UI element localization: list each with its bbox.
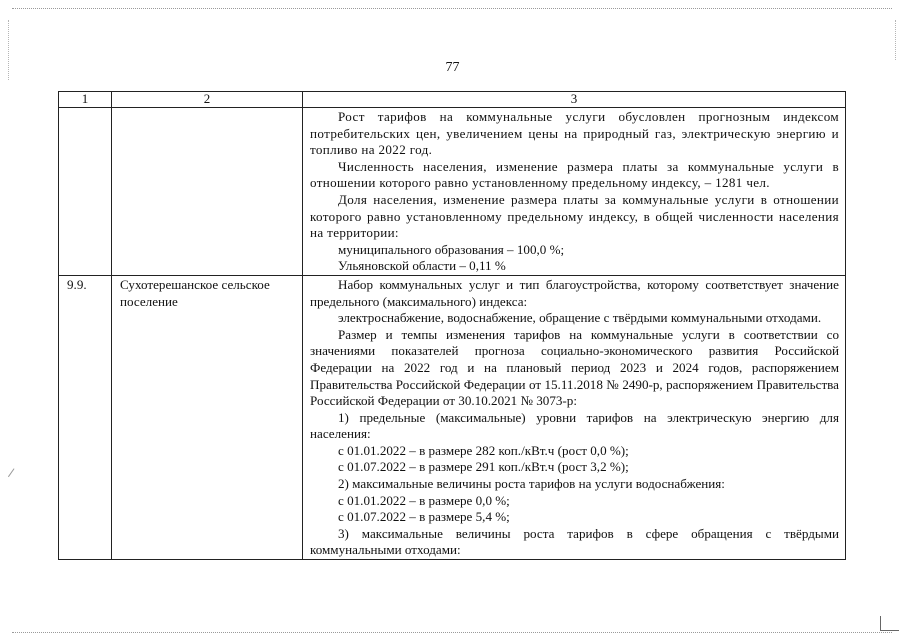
- table-header-row: [59, 92, 846, 108]
- scan-edge-bottom: [12, 632, 892, 633]
- paragraph: с 01.01.2022 – в размере 282 коп./кВт.ч (рост 0,0 %);: [338, 442, 629, 458]
- paragraph: муниципального образования – 100,0 %;: [338, 241, 565, 257]
- row-name: Сухотерешанское сельское поселение: [112, 275, 303, 559]
- paragraph: электроснабжение, водоснабжение, обращение с твёрдыми коммунальными отходами.: [338, 310, 822, 326]
- paragraph: Ульяновской области – 0,11 %: [338, 258, 506, 274]
- scan-edge-right: [895, 20, 896, 60]
- document-table: [58, 91, 846, 560]
- paragraph: 3) максимальные величины роста тарифов в сфере обращения с твёрдыми коммунальными отходами:: [310, 525, 839, 558]
- table-row-9-9: [59, 275, 846, 559]
- row-number-empty: [59, 108, 112, 276]
- row-name-empty: [112, 108, 303, 276]
- paragraph: с 01.07.2022 – в размере 291 коп./кВт.ч (рост 3,2 %);: [338, 459, 629, 475]
- paragraph: 1) предельные (максимальные) уровни тарифов на электрическую энергию для населения:: [310, 409, 839, 442]
- paragraph: Набор коммунальных услуг и тип благоустройства, которому соответствует значение предельного (максимального) индекса:: [310, 276, 839, 309]
- row-content: [303, 275, 846, 559]
- paragraph: с 01.01.2022 – в размере 0,0 %;: [338, 492, 510, 508]
- paragraph: Размер и темпы изменения тарифов на коммунальные услуги в соответствии со значениями показателей прогноза социально-экономического развития Российской Федерации на 2022 год и на плановый период 2023 и 2024 годов, распоряжением Правительства Российской Федерации от 15.11.2018 № 2490-р, распоряжением Правительства Российской Федерации от 30.10.2021 № 3073-р:: [310, 326, 839, 409]
- paragraph: Численность населения, изменение размера платы за коммунальные услуги в отношении которого равно установленному предельному индексу, – 1281 чел.: [310, 158, 839, 191]
- row-content: [303, 108, 846, 276]
- header-col-1: 1: [59, 92, 112, 108]
- header-col-3: 3: [303, 92, 846, 108]
- paragraph: 2) максимальные величины роста тарифов на услуги водоснабжения:: [338, 476, 725, 492]
- header-col-2: 2: [112, 92, 303, 108]
- page-number: 77: [445, 60, 460, 75]
- scan-edge-top: [12, 8, 892, 9]
- scan-corner-mark: [880, 616, 899, 631]
- paragraph: Доля населения, изменение размера платы за коммунальные услуги в отношении которого равно установленному предельному индексу, в общей численности населения на территории:: [310, 191, 839, 241]
- paragraph: Рост тарифов на коммунальные услуги обусловлен прогнозным индексом потребительских цен, увеличением цены на природный газ, электрическую энергию и топливо на 2022 год.: [310, 109, 839, 158]
- row-number: 9.9.: [59, 275, 112, 559]
- scan-artifact: [8, 468, 21, 481]
- table-row-continued: [59, 108, 846, 276]
- paragraph: с 01.07.2022 – в размере 5,4 %;: [338, 509, 510, 525]
